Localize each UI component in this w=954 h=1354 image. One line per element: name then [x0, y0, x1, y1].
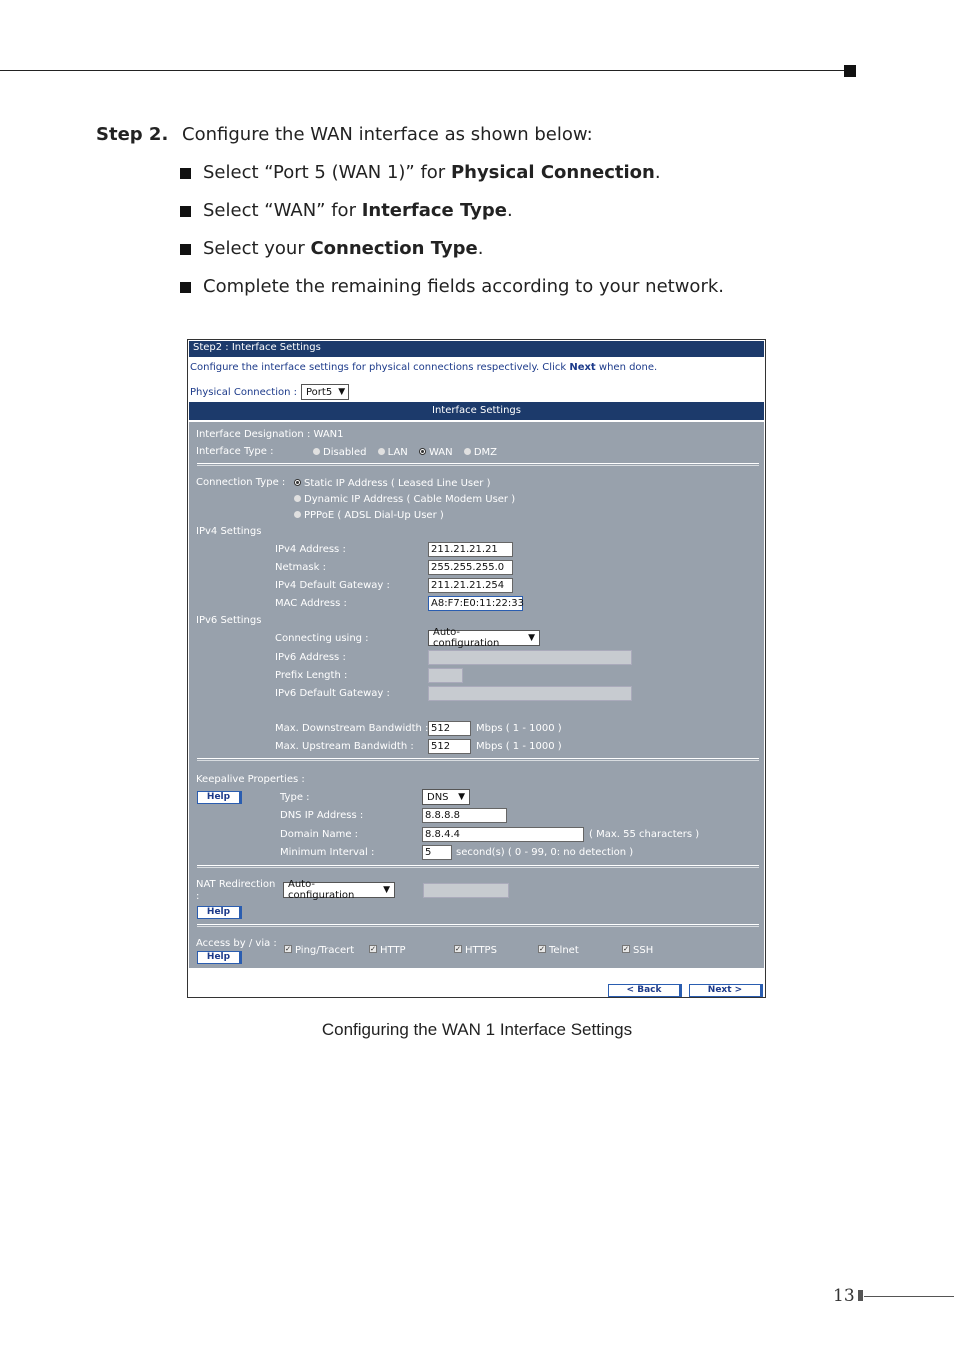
divider — [197, 758, 759, 761]
instruction-list — [180, 162, 724, 314]
divider — [197, 865, 759, 868]
radio-lan[interactable]: LAN — [378, 447, 408, 458]
next-button[interactable]: Next > — [689, 984, 763, 997]
bullet-square-icon — [180, 244, 191, 255]
step-label: Step 2. — [96, 124, 169, 145]
radio-icon — [378, 448, 385, 455]
radio-static-ip[interactable]: Static IP Address ( Leased Line User ) — [294, 478, 490, 489]
bullet-square-icon — [180, 206, 191, 217]
divider — [197, 463, 759, 466]
ipv4-address-label: IPv4 Address : — [275, 544, 346, 555]
keepalive-type-select[interactable]: DNS ▼ — [422, 789, 470, 805]
keepalive-type-label: Type : — [280, 792, 310, 803]
domain-name-label: Domain Name : — [280, 829, 359, 840]
interface-type-radios — [313, 447, 497, 458]
ipv4-address-input[interactable]: 211.21.21.21 — [428, 542, 513, 557]
downstream-unit: Mbps ( 1 - 1000 ) — [476, 723, 562, 734]
upstream-label: Max. Upstream Bandwidth : — [275, 741, 414, 752]
checkbox-telnet[interactable]: ✓ Telnet — [539, 945, 579, 956]
gateway-input[interactable]: 211.21.21.254 — [428, 578, 513, 593]
checkbox-http[interactable]: ✓ HTTP — [370, 945, 406, 956]
radio-icon — [464, 448, 471, 455]
checkbox-ping[interactable]: ✓ Ping/Tracert — [285, 945, 355, 956]
checkbox-checked-icon: ✓ — [285, 945, 291, 953]
interface-type-label: Interface Type : — [196, 446, 274, 457]
dns-ip-input[interactable]: 8.8.8.8 — [422, 808, 507, 823]
radio-icon — [294, 495, 301, 502]
checkbox-checked-icon: ✓ — [623, 945, 629, 953]
upstream-input[interactable]: 512 — [428, 739, 471, 754]
footer-rule — [864, 1296, 954, 1297]
radio-icon — [313, 448, 320, 455]
radio-pppoe[interactable]: PPPoE ( ADSL Dial-Up User ) — [294, 510, 444, 521]
dropdown-arrow-icon: ▼ — [458, 792, 465, 802]
panel-description: Configure the interface settings for physical connections respectively. Click Next when done. — [190, 362, 658, 373]
checkbox-ssh[interactable]: ✓ SSH — [623, 945, 654, 956]
radio-selected-icon — [294, 479, 301, 486]
page-number: 13 — [833, 1286, 855, 1306]
nat-redirection-select[interactable]: Auto-configuration ▼ — [283, 882, 395, 898]
list-item: Select your Connection Type. — [180, 238, 724, 276]
downstream-input[interactable]: 512 — [428, 721, 471, 736]
access-label: Access by / via : — [196, 938, 277, 949]
netmask-label: Netmask : — [275, 562, 326, 573]
connecting-using-select[interactable]: Auto-configuration ▼ — [428, 630, 540, 646]
ipv6-settings-heading: IPv6 Settings — [196, 615, 262, 626]
minimum-interval-input[interactable]: 5 — [422, 845, 452, 860]
back-button[interactable]: < Back — [608, 984, 682, 997]
checkbox-checked-icon: ✓ — [539, 945, 545, 953]
ipv6-address-input[interactable] — [428, 650, 632, 665]
ipv6-gateway-input[interactable] — [428, 686, 632, 701]
ipv6-address-label: IPv6 Address : — [275, 652, 346, 663]
gateway-label: IPv4 Default Gateway : — [275, 580, 390, 591]
panel-title: Step2 : Interface Settings — [189, 341, 764, 357]
minimum-interval-label: Minimum Interval : — [280, 847, 375, 858]
header-square-mark — [844, 65, 856, 77]
mac-address-label: MAC Address : — [275, 598, 347, 609]
radio-disabled[interactable]: Disabled — [313, 447, 366, 458]
footer-square-mark — [858, 1290, 863, 1301]
mac-address-input[interactable]: A8:F7:E0:11:22:33 — [428, 596, 523, 611]
minimum-interval-hint: second(s) ( 0 - 99, 0: no detection ) — [456, 847, 634, 858]
netmask-input[interactable]: 255.255.255.0 — [428, 560, 513, 575]
connection-type-label: Connection Type : — [196, 477, 286, 488]
nat-redirection-input[interactable] — [423, 883, 509, 898]
step-text: Configure the WAN interface as shown below: — [182, 124, 593, 145]
step-heading — [96, 124, 593, 145]
prefix-length-input[interactable] — [428, 668, 463, 683]
radio-selected-icon — [419, 448, 426, 455]
bullet-square-icon — [180, 168, 191, 179]
ipv6-gateway-label: IPv6 Default Gateway : — [275, 688, 390, 699]
bullet-square-icon — [180, 282, 191, 293]
ipv4-settings-heading: IPv4 Settings — [196, 526, 262, 537]
keepalive-help-button[interactable]: Help — [197, 791, 242, 804]
nat-redirection-label: NAT Redirection — [196, 879, 276, 890]
list-item: Select “WAN” for Interface Type. — [180, 200, 724, 238]
domain-name-hint: ( Max. 55 characters ) — [589, 829, 700, 840]
divider — [197, 924, 759, 927]
nat-redirection-colon: : — [196, 891, 200, 902]
upstream-unit: Mbps ( 1 - 1000 ) — [476, 741, 562, 752]
figure-caption: Configuring the WAN 1 Interface Settings — [321, 1020, 633, 1039]
list-item: Complete the remaining fields according to your network. — [180, 276, 724, 314]
dropdown-arrow-icon: ▼ — [383, 885, 390, 895]
list-item: Select “Port 5 (WAN 1)” for Physical Connection. — [180, 162, 724, 200]
domain-name-input[interactable]: 8.8.4.4 — [422, 827, 584, 842]
header-rule — [0, 70, 848, 71]
interface-settings-screenshot — [187, 339, 766, 998]
radio-icon — [294, 511, 301, 518]
radio-wan[interactable]: WAN — [419, 447, 453, 458]
section-title: Interface Settings — [189, 402, 764, 420]
dropdown-arrow-icon: ▼ — [528, 633, 535, 643]
checkbox-checked-icon: ✓ — [455, 945, 461, 953]
dropdown-arrow-icon: ▼ — [338, 387, 346, 397]
access-help-button[interactable]: Help — [197, 951, 242, 964]
physical-connection-select[interactable]: Port5 ▼ — [301, 384, 349, 400]
physical-connection-row: Physical Connection : Port5 ▼ — [190, 384, 349, 400]
nat-help-button[interactable]: Help — [197, 906, 242, 919]
settings-area — [189, 422, 764, 968]
interface-designation: Interface Designation : WAN1 — [196, 429, 344, 440]
keepalive-heading: Keepalive Properties : — [196, 774, 305, 785]
checkbox-checked-icon: ✓ — [370, 945, 376, 953]
radio-dmz[interactable]: DMZ — [464, 447, 497, 458]
radio-dynamic-ip[interactable]: Dynamic IP Address ( Cable Modem User ) — [294, 494, 515, 505]
dns-ip-label: DNS IP Address : — [280, 810, 364, 821]
downstream-label: Max. Downstream Bandwidth : — [275, 723, 429, 734]
checkbox-https[interactable]: ✓ HTTPS — [455, 945, 497, 956]
connecting-using-label: Connecting using : — [275, 633, 369, 644]
prefix-length-label: Prefix Length : — [275, 670, 348, 681]
